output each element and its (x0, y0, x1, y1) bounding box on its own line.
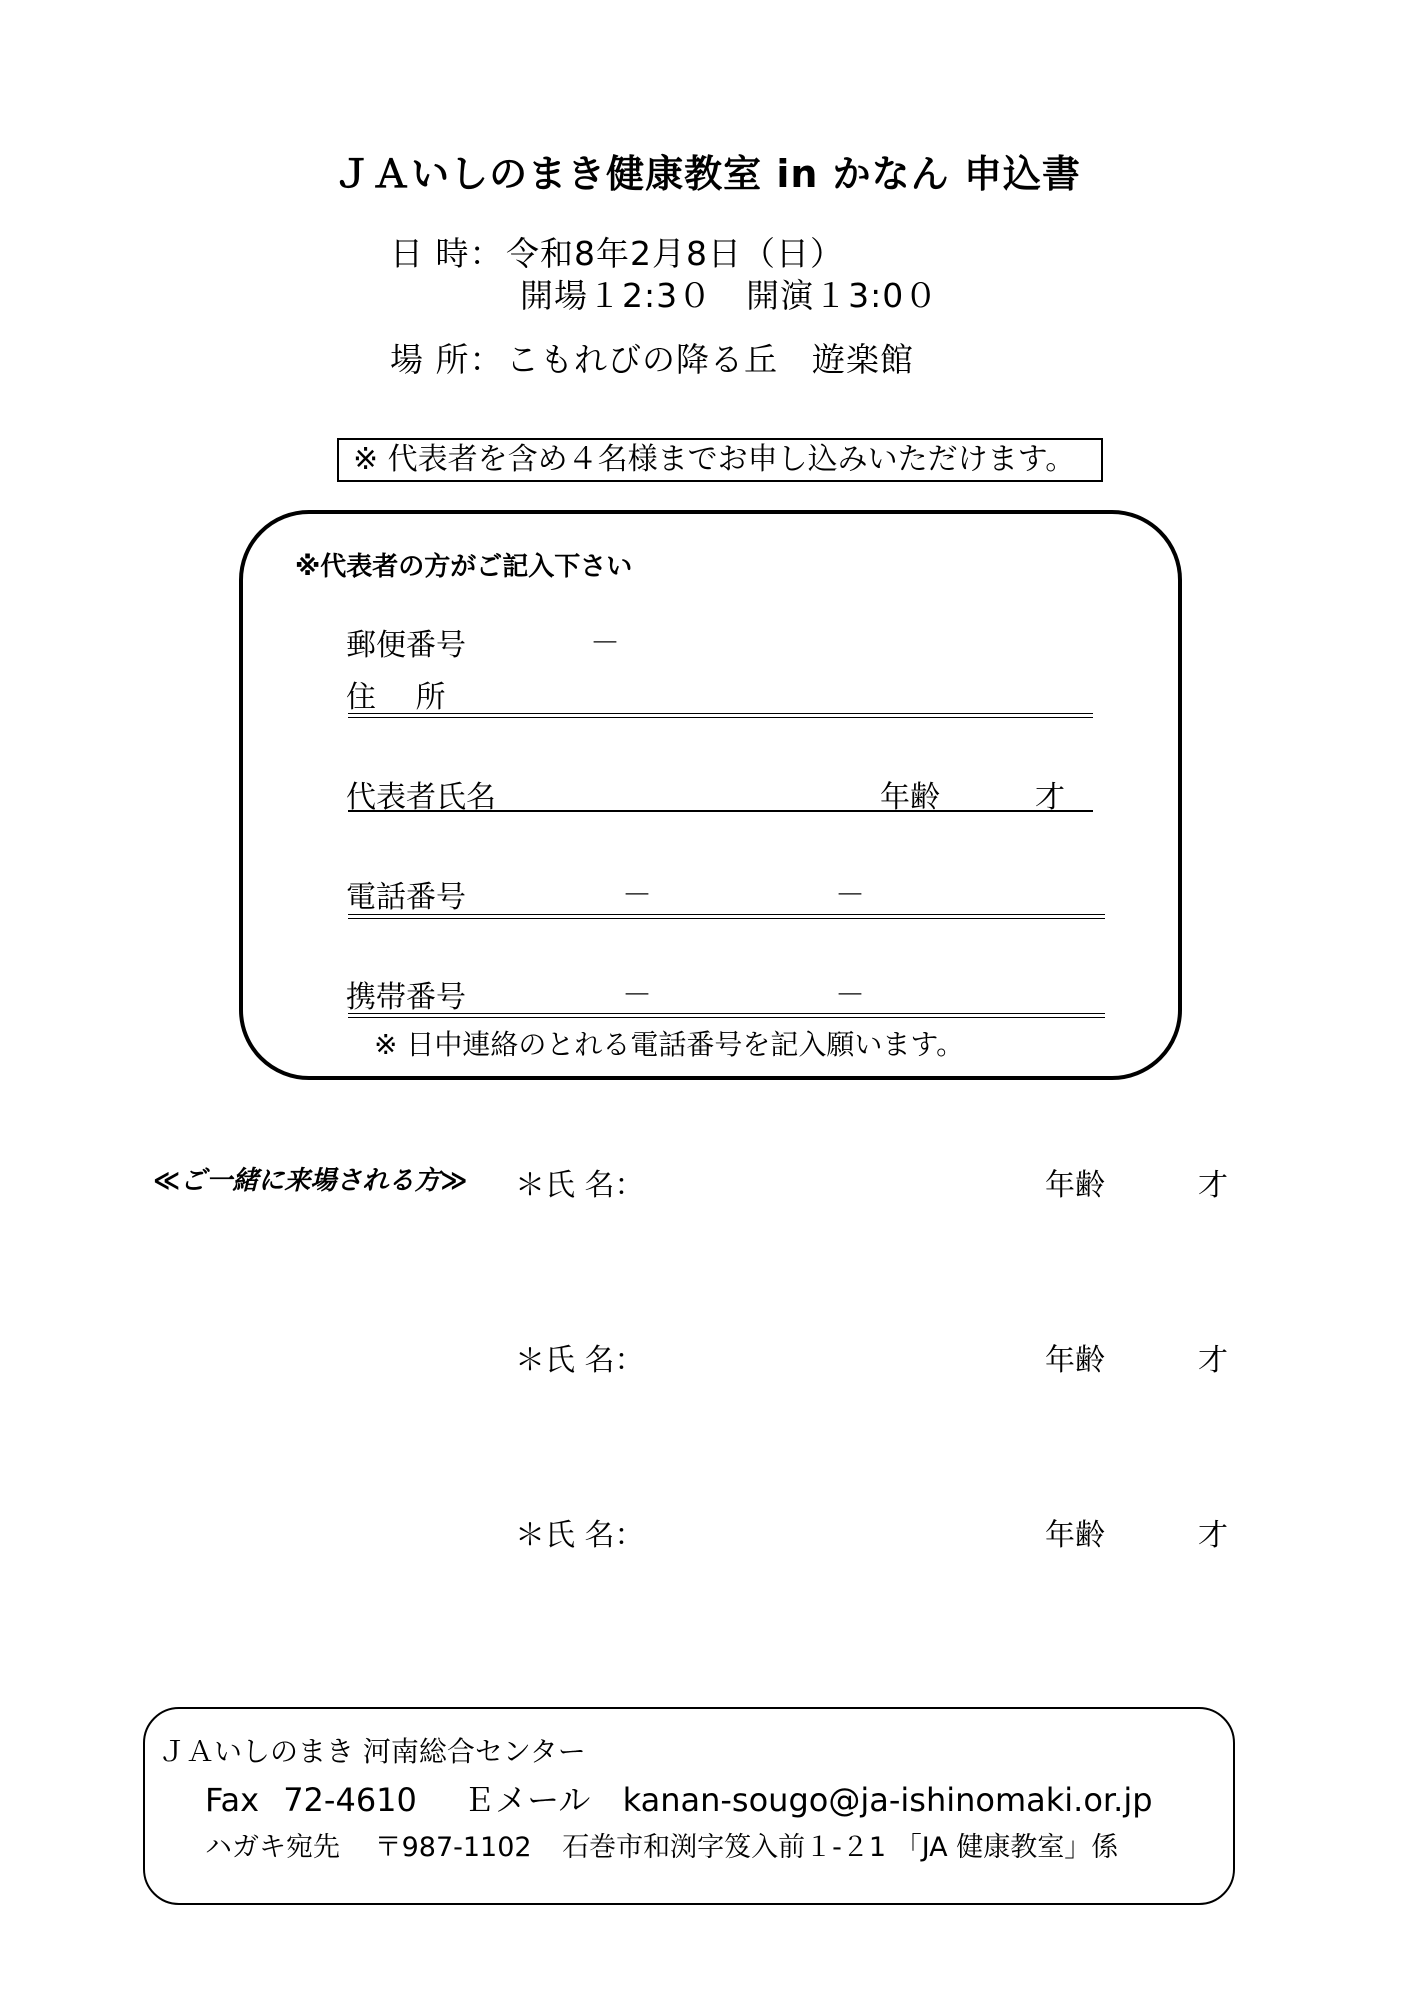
time-value: 開場１2:3０ 開演１3:0０ (520, 276, 939, 315)
representative-name-field-line[interactable] (348, 810, 1093, 812)
postal-code-label: 郵便番号 (346, 628, 466, 663)
representative-age-unit: 才 (1035, 780, 1065, 815)
postcard-label: ハガキ宛先 (205, 1832, 340, 1863)
mobile-dash-2: － (835, 978, 865, 1013)
companions-heading: ≪ご一緒に来場される方≫ (153, 1166, 468, 1196)
representative-age-label: 年齢 (880, 780, 940, 815)
representative-heading: ※代表者の方がご記入下さい (295, 552, 633, 582)
email-label: Ｅメール (463, 1781, 591, 1819)
mobile-label: 携帯番号 (346, 980, 466, 1015)
companion-3-age-label: 年齢 (1045, 1518, 1105, 1553)
fax-label: Fax (205, 1781, 260, 1819)
mobile-field-line[interactable] (348, 1013, 1105, 1018)
phone-dash-2: － (835, 878, 865, 913)
page-title: ＪＡいしのまき健康教室 in かなん 申込書 (333, 152, 1081, 196)
representative-name-label: 代表者氏名 (346, 780, 496, 815)
fax-number: 72-4610 (283, 1781, 417, 1819)
date-value: 令和8年2月8日（日） (506, 234, 844, 273)
phone-dash-1: － (622, 878, 652, 913)
companion-3-age-unit: 才 (1198, 1518, 1228, 1553)
companion-1-age-unit: 才 (1198, 1168, 1228, 1203)
postcard-address: 石巻市和渕字笈入前１-２1 「JA 健康教室」係 (562, 1832, 1119, 1863)
phone-label: 電話番号 (346, 880, 466, 915)
address-field-line[interactable] (348, 713, 1093, 718)
companion-2-age-unit: 才 (1198, 1343, 1228, 1378)
companion-3-name-label: ＊氏 名： (515, 1518, 645, 1553)
address-label: 住 所 (346, 680, 446, 715)
date-label: 日 時： (390, 234, 504, 273)
contact-fax-email-line (205, 1775, 1153, 1821)
postal-dash: － (590, 626, 620, 661)
mobile-dash-1: － (622, 978, 652, 1013)
companion-1-name-label: ＊氏 名： (515, 1168, 645, 1203)
companion-1-age-label: 年齢 (1045, 1168, 1105, 1203)
phone-field-line[interactable] (348, 914, 1105, 919)
companion-2-age-label: 年齢 (1045, 1343, 1105, 1378)
email-address[interactable]: kanan-sougo@ja-ishinomaki.or.jp (622, 1781, 1153, 1819)
postcard-postal-code: 〒987-1102 (374, 1832, 532, 1863)
companion-2-name-label: ＊氏 名： (515, 1343, 645, 1378)
phone-footnote: ※ 日中連絡のとれる電話番号を記入願います。 (374, 1028, 965, 1061)
contact-organization: ＪＡいしのまき 河南総合センター (158, 1735, 586, 1768)
contact-postcard-line (205, 1825, 1118, 1864)
notice-box: ※ 代表者を含め４名様までお申し込みいただけます。 (337, 438, 1103, 482)
place-label: 場 所： (390, 340, 504, 379)
place-value: こもれびの降る丘 遊楽館 (506, 340, 914, 379)
